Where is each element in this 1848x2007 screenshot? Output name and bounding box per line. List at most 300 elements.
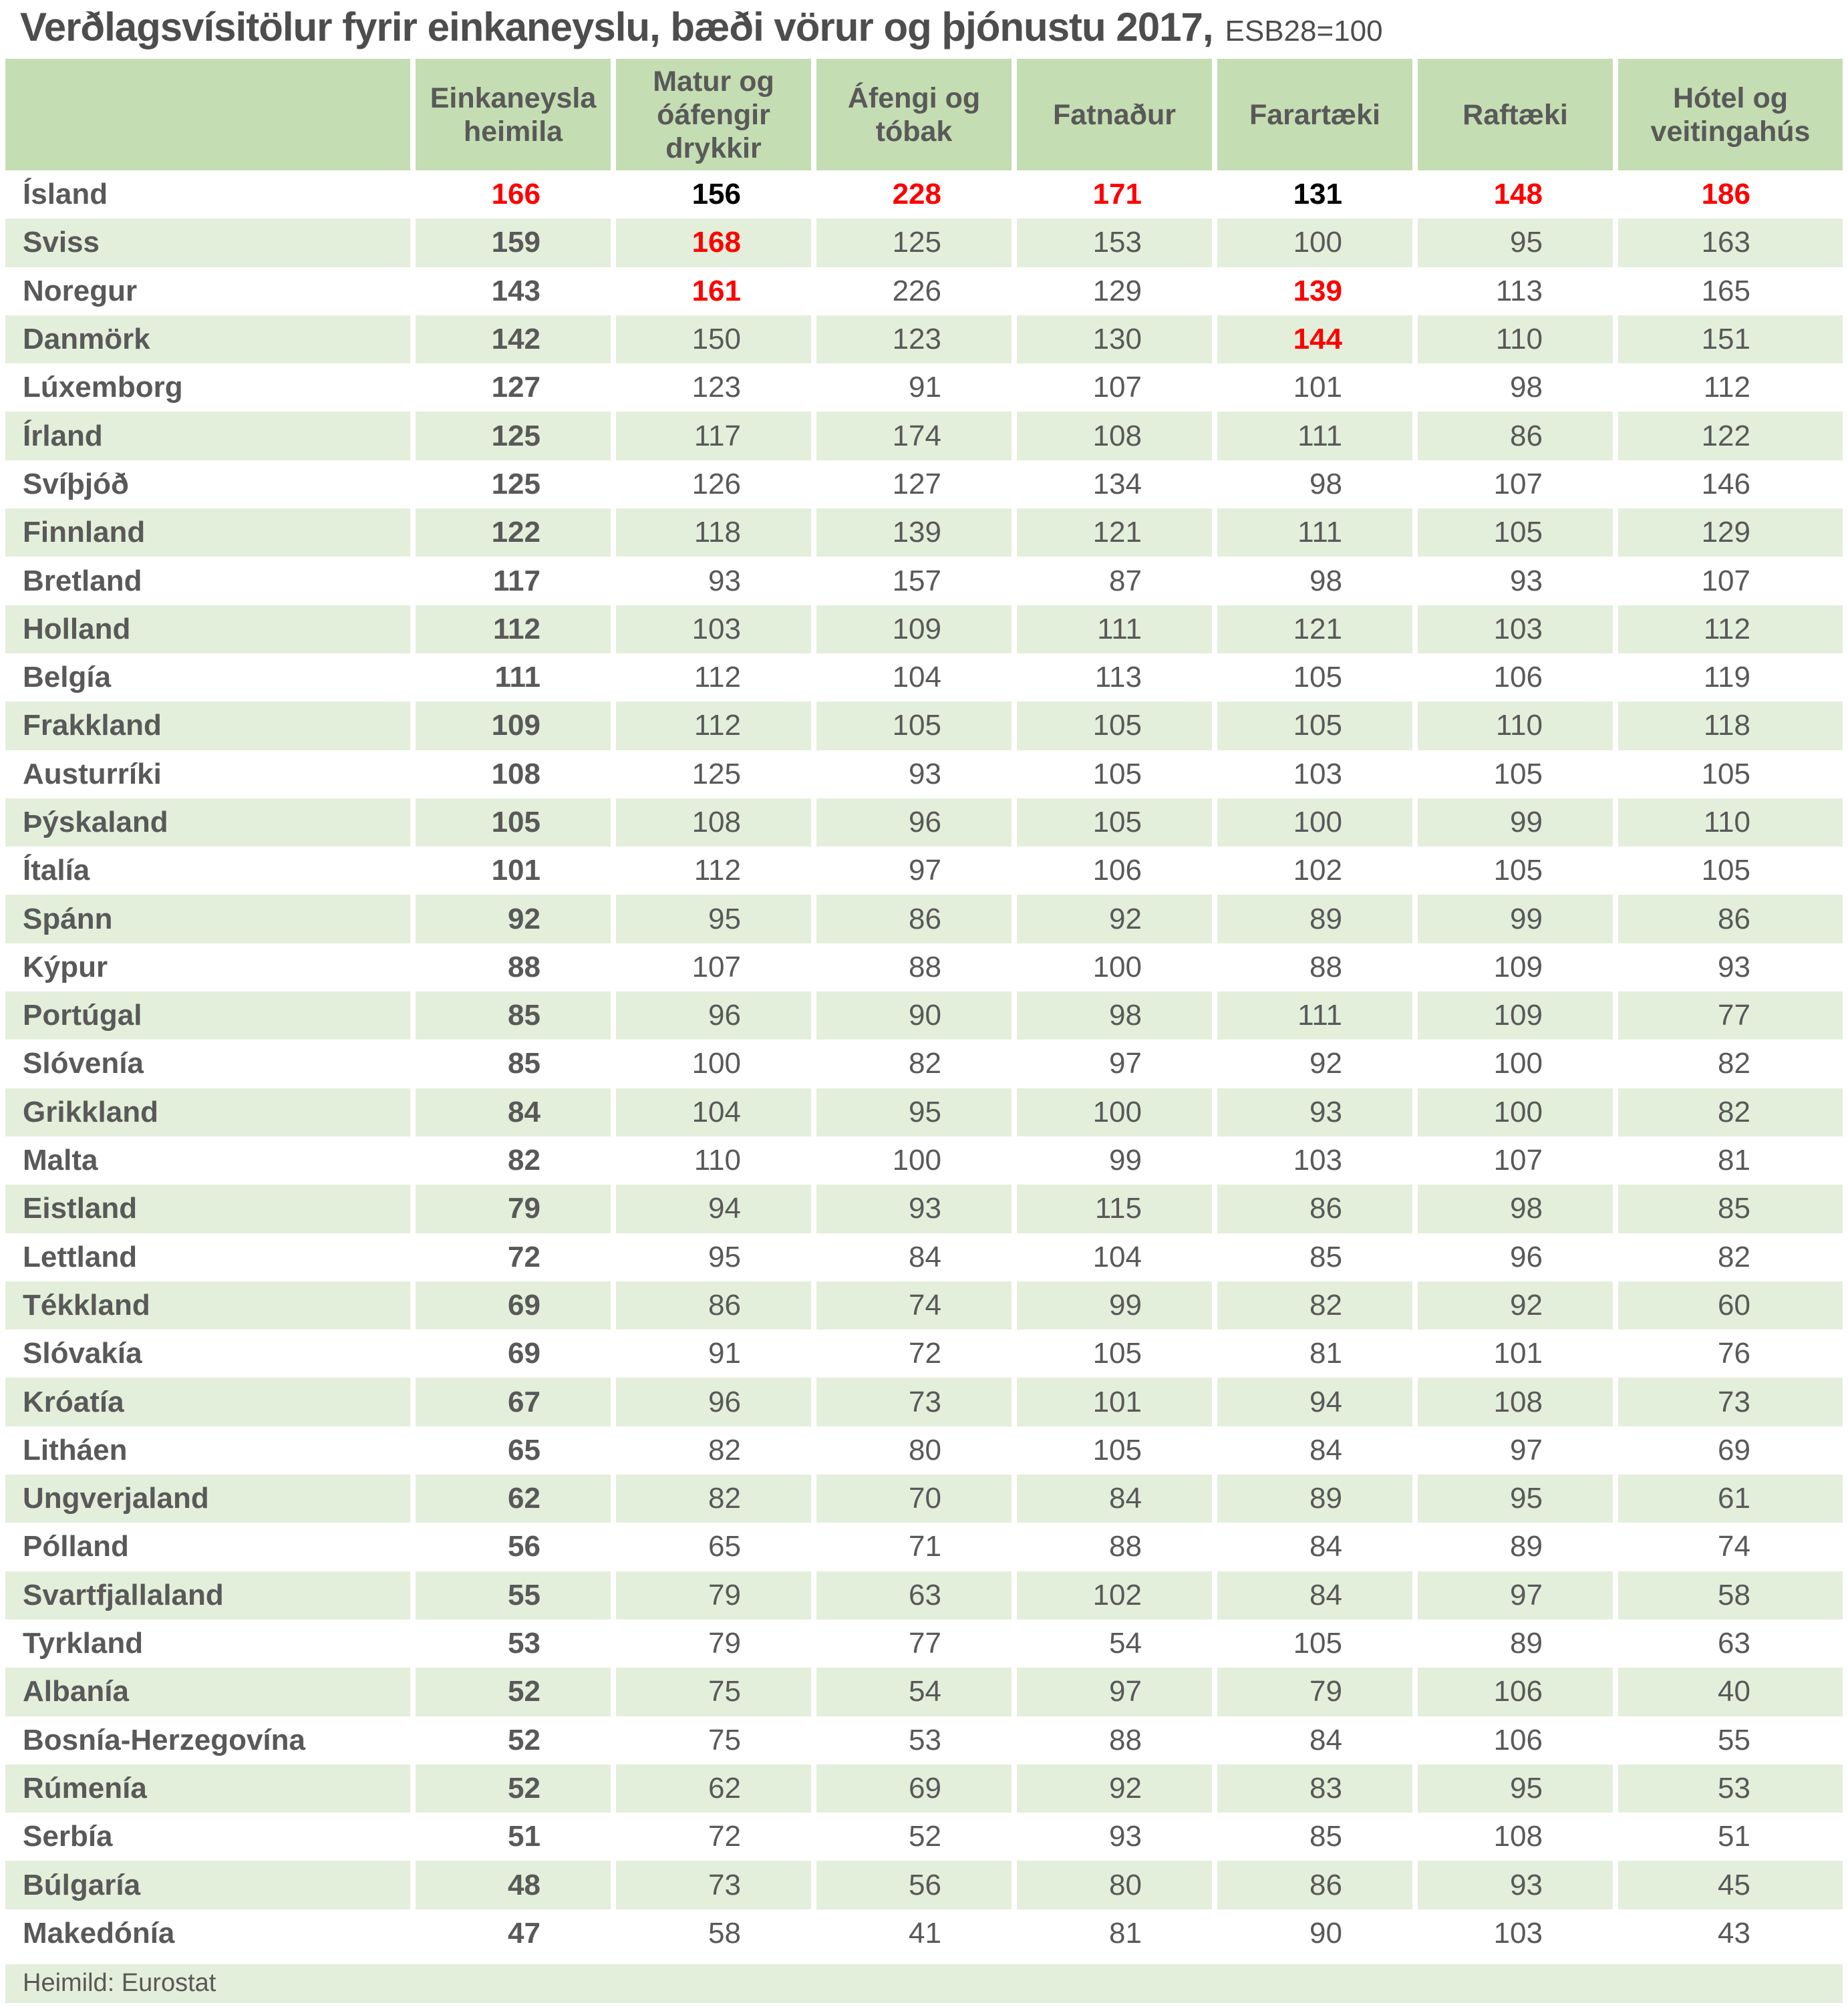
country-cell: Makedónía — [23, 1916, 175, 1950]
table-row — [5, 1378, 1843, 1426]
value-cell: 111 — [1217, 412, 1412, 460]
table-row — [5, 1668, 1843, 1716]
value-cell: 101 — [491, 854, 541, 887]
value-cell: 89 — [1217, 1475, 1412, 1523]
value-cell: 110 — [1418, 702, 1613, 750]
value-cell: 93 — [708, 564, 741, 597]
value-cell: 112 — [616, 702, 811, 750]
value-cell: 93 — [1418, 1861, 1613, 1909]
value-cell: 107 — [1701, 564, 1750, 597]
value-cell: 48 — [416, 1861, 611, 1909]
value-cell: 51 — [1718, 1820, 1750, 1853]
table-row — [5, 363, 1843, 412]
value-cell: 89 — [1510, 1530, 1543, 1563]
value-cell: 97 — [1109, 1047, 1142, 1080]
value-cell: 127 — [892, 467, 941, 500]
value-cell: 62 — [416, 1475, 611, 1523]
value-cell: 100 — [691, 1047, 741, 1080]
table-row — [5, 170, 1843, 218]
value-cell: 123 — [691, 371, 741, 404]
value-cell: 105 — [416, 798, 611, 846]
value-cell: 62 — [616, 1764, 811, 1813]
value-cell: 98 — [1017, 991, 1212, 1040]
table-row — [5, 846, 1843, 895]
value-cell: 103 — [1418, 605, 1613, 653]
value-cell: 53 — [909, 1723, 941, 1756]
value-cell: 82 — [616, 1475, 811, 1523]
value-cell: 109 — [816, 605, 1012, 653]
country-cell: Bosnía-Herzegovína — [23, 1723, 305, 1756]
value-cell: 143 — [491, 274, 541, 307]
value-cell: 86 — [816, 895, 1012, 943]
value-cell: 100 — [1493, 1047, 1543, 1080]
value-cell: 88 — [1109, 1723, 1142, 1756]
value-cell: 150 — [616, 315, 811, 363]
country-cell: Serbía — [23, 1820, 113, 1853]
value-cell: 91 — [708, 1337, 741, 1370]
country-cell: Eistland — [5, 1185, 410, 1233]
value-cell: 105 — [1418, 508, 1613, 557]
value-cell: 79 — [616, 1571, 811, 1619]
value-cell: 84 — [416, 1088, 611, 1136]
value-cell: 93 — [1510, 564, 1543, 597]
value-cell: 148 — [1493, 178, 1543, 211]
value-cell: 82 — [708, 1433, 741, 1466]
value-cell: 75 — [616, 1668, 811, 1716]
value-cell: 100 — [1092, 950, 1142, 983]
value-cell: 81 — [1109, 1916, 1142, 1950]
value-cell: 86 — [1618, 895, 1843, 943]
value-cell: 97 — [1418, 1571, 1613, 1619]
value-cell: 121 — [1017, 508, 1212, 557]
value-cell: 93 — [1109, 1820, 1142, 1853]
table-row — [5, 798, 1843, 846]
country-cell: Grikkland — [5, 1088, 410, 1136]
value-cell: 79 — [708, 1627, 741, 1660]
value-cell: 102 — [1293, 854, 1342, 887]
value-cell: 100 — [1217, 798, 1412, 846]
value-cell: 80 — [1017, 1861, 1212, 1909]
value-cell: 99 — [1418, 798, 1613, 846]
value-cell: 110 — [694, 1144, 741, 1177]
country-cell: Svartfjallaland — [5, 1571, 410, 1619]
value-cell: 83 — [1217, 1764, 1412, 1813]
value-cell: 109 — [1493, 950, 1543, 983]
country-cell: Albanía — [5, 1668, 410, 1716]
value-cell: 72 — [909, 1337, 941, 1370]
value-cell: 43 — [1718, 1916, 1750, 1950]
header-row — [5, 59, 1843, 170]
value-cell: 69 — [1718, 1433, 1750, 1466]
value-cell: 58 — [1618, 1571, 1843, 1619]
table-row — [5, 943, 1843, 991]
value-cell: 126 — [691, 467, 741, 500]
value-cell: 130 — [1017, 315, 1212, 363]
value-cell: 100 — [1017, 1088, 1212, 1136]
value-cell: 103 — [616, 605, 811, 653]
value-cell: 121 — [1217, 605, 1412, 653]
value-cell: 51 — [508, 1820, 541, 1853]
value-cell: 86 — [616, 1281, 811, 1330]
value-cell: 109 — [1418, 991, 1613, 1040]
table-row — [5, 1716, 1843, 1764]
country-cell: Spánn — [5, 895, 410, 943]
value-cell: 77 — [909, 1627, 941, 1660]
value-cell: 90 — [816, 991, 1012, 1040]
value-cell: 95 — [616, 895, 811, 943]
value-cell: 97 — [909, 854, 941, 887]
value-cell: 105 — [1092, 1433, 1142, 1466]
value-cell: 122 — [1618, 412, 1843, 460]
value-cell: 84 — [1310, 1433, 1342, 1466]
page-title: Verðlagsvísitölur fyrir einkaneyslu, bæði vörur og þjónustu 2017, — [20, 5, 1213, 49]
value-cell: 63 — [1718, 1627, 1750, 1660]
country-cell: Kýpur — [23, 950, 108, 983]
value-cell: 86 — [1418, 412, 1613, 460]
value-cell: 101 — [1017, 1378, 1212, 1426]
table-row — [5, 1426, 1843, 1475]
value-cell: 82 — [909, 1047, 941, 1080]
source-band — [5, 1964, 1843, 2003]
value-cell: 90 — [1310, 1916, 1342, 1950]
table-row — [5, 1233, 1843, 1281]
value-cell: 74 — [1718, 1530, 1750, 1563]
value-cell: 58 — [708, 1916, 741, 1950]
page-subtitle: ESB28=100 — [1225, 15, 1383, 47]
table-row — [5, 267, 1843, 315]
column-header: Fatnaður — [1017, 59, 1212, 170]
value-cell: 74 — [816, 1281, 1012, 1330]
value-cell: 125 — [416, 412, 611, 460]
value-cell: 105 — [1092, 757, 1142, 790]
value-cell: 110 — [1618, 798, 1843, 846]
value-cell: 95 — [708, 1240, 741, 1273]
value-cell: 174 — [816, 412, 1012, 460]
value-cell: 104 — [892, 661, 941, 694]
value-cell: 81 — [1718, 1144, 1750, 1177]
value-cell: 108 — [616, 798, 811, 846]
value-cell: 85 — [508, 1047, 541, 1080]
country-cell: Lúxemborg — [23, 371, 183, 404]
table-row — [5, 1330, 1843, 1378]
value-cell: 105 — [1701, 854, 1750, 887]
value-cell: 108 — [1017, 412, 1212, 460]
column-header: Áfengi og tóbak — [816, 59, 1012, 170]
value-cell: 65 — [508, 1433, 541, 1466]
value-cell: 82 — [508, 1144, 541, 1177]
value-cell: 40 — [1618, 1668, 1843, 1716]
table-row — [5, 1764, 1843, 1813]
value-cell: 86 — [1217, 1185, 1412, 1233]
value-cell: 107 — [691, 950, 741, 983]
value-cell: 125 — [691, 757, 741, 790]
table-row — [5, 702, 1843, 750]
value-cell: 112 — [1618, 605, 1843, 653]
value-cell: 65 — [708, 1530, 741, 1563]
country-cell: Króatía — [5, 1378, 410, 1426]
value-cell: 142 — [416, 315, 611, 363]
value-cell: 67 — [416, 1378, 611, 1426]
value-cell: 98 — [1310, 564, 1342, 597]
value-cell: 112 — [694, 854, 741, 887]
value-cell: 129 — [1618, 508, 1843, 557]
value-cell: 99 — [1109, 1144, 1142, 1177]
table-row — [5, 605, 1843, 653]
value-cell: 79 — [416, 1185, 611, 1233]
value-cell: 60 — [1618, 1281, 1843, 1330]
value-cell: 88 — [508, 950, 541, 983]
value-cell: 161 — [691, 274, 741, 307]
table-row — [5, 218, 1843, 267]
value-cell: 122 — [416, 508, 611, 557]
value-cell: 82 — [1718, 1047, 1750, 1080]
value-cell: 115 — [1017, 1185, 1212, 1233]
value-cell: 79 — [1217, 1668, 1412, 1716]
value-cell: 52 — [508, 1723, 541, 1756]
value-cell: 95 — [816, 1088, 1012, 1136]
country-cell: Lettland — [23, 1240, 138, 1273]
page-header — [0, 0, 1848, 59]
country-cell: Ungverjaland — [5, 1475, 410, 1523]
value-cell: 99 — [1017, 1281, 1212, 1330]
value-cell: 186 — [1701, 178, 1750, 211]
value-cell: 84 — [1310, 1723, 1342, 1756]
value-cell: 84 — [1217, 1571, 1412, 1619]
value-cell: 108 — [491, 757, 541, 790]
value-cell: 118 — [1618, 702, 1843, 750]
value-cell: 111 — [1217, 508, 1412, 557]
value-cell: 103 — [1293, 757, 1342, 790]
value-cell: 98 — [1510, 371, 1543, 404]
value-cell: 55 — [416, 1571, 611, 1619]
country-cell: Þýskaland — [5, 798, 410, 846]
value-cell: 61 — [1618, 1475, 1843, 1523]
value-cell: 117 — [616, 412, 811, 460]
table-row — [5, 653, 1843, 702]
country-cell: Rúmenía — [5, 1764, 410, 1813]
country-cell: Belgía — [23, 661, 112, 694]
value-cell: 94 — [1217, 1378, 1412, 1426]
value-cell: 103 — [1293, 1144, 1342, 1177]
value-cell: 53 — [1618, 1764, 1843, 1813]
value-cell: 125 — [816, 218, 1012, 267]
column-header: Farartæki — [1217, 59, 1412, 170]
value-cell: 94 — [616, 1185, 811, 1233]
value-cell: 107 — [1493, 467, 1543, 500]
value-cell: 101 — [1493, 1337, 1543, 1370]
value-cell: 73 — [616, 1861, 811, 1909]
value-cell: 93 — [816, 1185, 1012, 1233]
value-cell: 168 — [616, 218, 811, 267]
value-cell: 86 — [1217, 1861, 1412, 1909]
value-cell: 85 — [1618, 1185, 1843, 1233]
value-cell: 82 — [1718, 1240, 1750, 1273]
value-cell: 106 — [1092, 854, 1142, 887]
table-row — [5, 460, 1843, 508]
value-cell: 41 — [909, 1916, 941, 1950]
value-cell: 111 — [494, 661, 541, 694]
table-row — [5, 315, 1843, 363]
value-cell: 76 — [1718, 1337, 1750, 1370]
value-cell: 54 — [1109, 1627, 1142, 1660]
value-cell: 55 — [1718, 1723, 1750, 1756]
table-row — [5, 991, 1843, 1040]
column-header: Raftæki — [1418, 59, 1613, 170]
country-column-header — [5, 59, 410, 170]
value-cell: 129 — [1092, 274, 1142, 307]
value-cell: 96 — [616, 1378, 811, 1426]
value-cell: 88 — [1310, 950, 1342, 983]
table-row — [5, 1185, 1843, 1233]
country-cell: Írland — [5, 412, 410, 460]
country-cell: Holland — [5, 605, 410, 653]
value-cell: 113 — [1094, 661, 1142, 694]
table-row — [5, 750, 1843, 798]
value-cell: 89 — [1217, 895, 1412, 943]
table-row — [5, 1281, 1843, 1330]
table-row — [5, 508, 1843, 557]
value-cell: 69 — [416, 1281, 611, 1330]
value-cell: 163 — [1618, 218, 1843, 267]
value-cell: 153 — [1017, 218, 1212, 267]
value-cell: 96 — [816, 798, 1012, 846]
value-cell: 105 — [1092, 1337, 1142, 1370]
table-row — [5, 1040, 1843, 1088]
value-cell: 108 — [1493, 1820, 1543, 1853]
value-cell: 70 — [816, 1475, 1012, 1523]
value-cell: 73 — [1618, 1378, 1843, 1426]
value-cell: 92 — [416, 895, 611, 943]
value-cell: 92 — [1017, 895, 1212, 943]
value-cell: 105 — [1293, 1627, 1342, 1660]
column-header: Hótel og veitingahús — [1618, 59, 1843, 170]
value-cell: 228 — [892, 178, 941, 211]
value-cell: 165 — [1701, 274, 1750, 307]
value-cell: 113 — [1495, 274, 1543, 307]
value-cell: 119 — [1703, 661, 1750, 694]
value-cell: 105 — [1701, 757, 1750, 790]
value-cell: 98 — [1418, 1185, 1613, 1233]
value-cell: 100 — [1217, 218, 1412, 267]
table-row — [5, 1571, 1843, 1619]
value-cell: 105 — [1017, 702, 1212, 750]
value-cell: 72 — [708, 1820, 741, 1853]
value-cell: 112 — [416, 605, 611, 653]
value-cell: 106 — [1493, 661, 1543, 694]
value-cell: 52 — [416, 1668, 611, 1716]
value-cell: 118 — [616, 508, 811, 557]
table-row — [5, 1909, 1843, 1958]
value-cell: 92 — [1310, 1047, 1342, 1080]
value-cell: 139 — [1293, 274, 1342, 307]
value-cell: 146 — [1701, 467, 1750, 500]
value-cell: 96 — [1510, 1240, 1543, 1273]
value-cell: 82 — [1217, 1281, 1412, 1330]
value-cell: 106 — [1493, 1723, 1543, 1756]
value-cell: 85 — [1310, 1240, 1342, 1273]
value-cell: 105 — [1017, 798, 1212, 846]
value-cell: 95 — [1418, 1475, 1613, 1523]
value-cell: 45 — [1618, 1861, 1843, 1909]
table-row — [5, 412, 1843, 460]
value-cell: 166 — [491, 178, 541, 211]
country-cell: Sviss — [5, 218, 410, 267]
country-cell: Bretland — [23, 564, 142, 597]
value-cell: 105 — [1217, 702, 1412, 750]
value-cell: 56 — [508, 1530, 541, 1563]
table-row — [5, 1136, 1843, 1185]
value-cell: 112 — [1703, 371, 1750, 404]
table-row — [5, 895, 1843, 943]
country-cell: Malta — [23, 1144, 98, 1177]
table-row — [5, 1523, 1843, 1571]
table-row — [5, 1813, 1843, 1861]
value-cell: 104 — [1092, 1240, 1142, 1273]
value-cell: 56 — [816, 1861, 1012, 1909]
table-row — [5, 1619, 1843, 1668]
value-cell: 72 — [508, 1240, 541, 1273]
value-cell: 226 — [892, 274, 941, 307]
table-row — [5, 1475, 1843, 1523]
value-cell: 144 — [1217, 315, 1412, 363]
value-cell: 71 — [909, 1530, 941, 1563]
country-cell: Ísland — [23, 178, 108, 211]
value-cell: 105 — [1293, 661, 1342, 694]
value-cell: 85 — [1310, 1820, 1342, 1853]
value-cell: 109 — [416, 702, 611, 750]
value-cell: 99 — [1418, 895, 1613, 943]
value-cell: 80 — [909, 1433, 941, 1466]
country-cell: Búlgaría — [5, 1861, 410, 1909]
country-cell: Frakkland — [5, 702, 410, 750]
value-cell: 108 — [1418, 1378, 1613, 1426]
value-cell: 81 — [1310, 1337, 1342, 1370]
value-cell: 69 — [816, 1764, 1012, 1813]
value-cell: 88 — [909, 950, 941, 983]
country-cell: Noregur — [23, 274, 138, 307]
value-cell: 54 — [816, 1668, 1012, 1716]
value-cell: 95 — [1418, 218, 1613, 267]
value-cell: 77 — [1618, 991, 1843, 1040]
value-cell: 84 — [1310, 1530, 1342, 1563]
country-cell: Svíþjóð — [23, 467, 129, 500]
country-cell: Litháen — [23, 1433, 128, 1466]
value-cell: 127 — [491, 371, 541, 404]
value-cell: 110 — [1418, 315, 1613, 363]
value-cell: 63 — [816, 1571, 1012, 1619]
value-cell: 98 — [1310, 467, 1342, 500]
value-cell: 112 — [694, 661, 741, 694]
value-cell: 97 — [1510, 1433, 1543, 1466]
value-cell: 75 — [708, 1723, 741, 1756]
value-cell: 111 — [1217, 991, 1412, 1040]
table-row — [5, 1861, 1843, 1909]
value-cell: 104 — [616, 1088, 811, 1136]
value-cell: 88 — [1109, 1530, 1142, 1563]
value-cell: 103 — [1493, 1916, 1543, 1950]
column-header: Einkaneysla heimila — [416, 59, 611, 170]
value-cell: 52 — [416, 1764, 611, 1813]
value-cell: 107 — [1493, 1144, 1543, 1177]
value-cell: 117 — [493, 564, 541, 597]
country-cell: Slóvakía — [23, 1337, 142, 1370]
value-cell: 102 — [1017, 1571, 1212, 1619]
country-cell: Tékkland — [5, 1281, 410, 1330]
table-row — [5, 1088, 1843, 1136]
country-cell: Austurríki — [23, 757, 162, 790]
value-cell: 89 — [1510, 1627, 1543, 1660]
value-cell: 69 — [508, 1337, 541, 1370]
